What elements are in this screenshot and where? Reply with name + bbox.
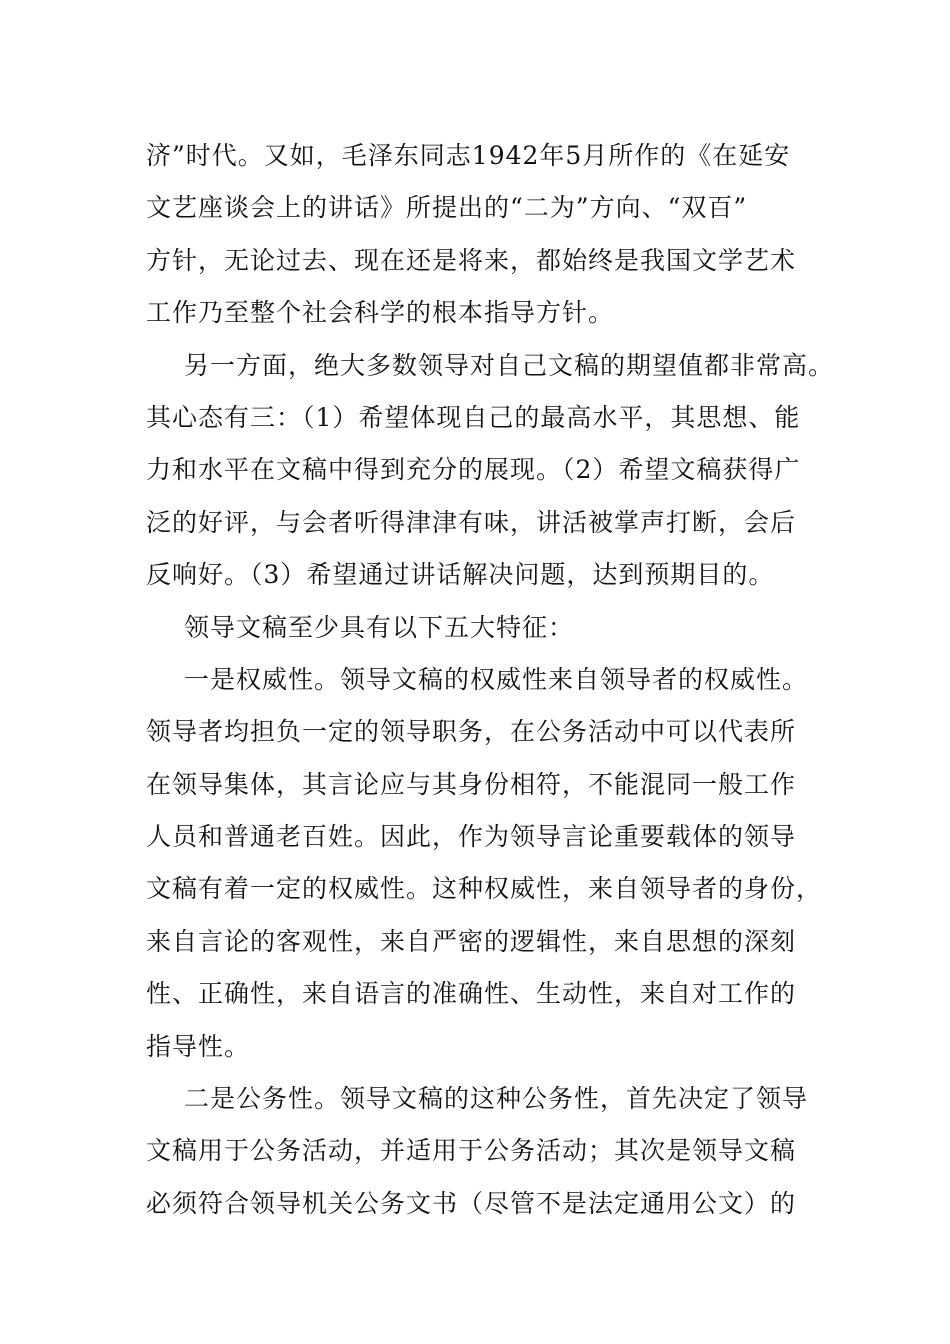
text-line: 文稿用于公务活动，并适用于公务活动；其次是领导文稿 bbox=[146, 1136, 797, 1166]
text-line: 反响好。（3）希望通过讲话解决问题，达到预期目的。 bbox=[146, 560, 775, 590]
text-line: 来自言论的客观性，来自严密的逻辑性，来自思想的深刻 bbox=[146, 926, 797, 956]
text-line: 文艺座谈会上的讲话》所提出的“二为”方向、“双百” bbox=[146, 193, 748, 223]
document-body bbox=[146, 130, 835, 1230]
paragraph-start-line: 另一方面，绝大多数领导对自己文稿的期望值都非常高。 bbox=[184, 350, 835, 380]
text-line: 泛的好评，与会者听得津津有味，讲活被掌声打断，会后 bbox=[146, 507, 797, 537]
paragraph-start-line: 一是权威性。领导文稿的权威性来自领导者的权威性。 bbox=[184, 664, 809, 694]
text-line: 方针，无论过去、现在还是将来，都始终是我国文学艺术 bbox=[146, 245, 797, 275]
text-line: 在领导集体，其言论应与其身份相符，不能混同一般工作 bbox=[146, 769, 797, 799]
text-line: 必须符合领导机关公务文书（尽管不是法定通用公文）的 bbox=[146, 1188, 797, 1218]
paragraph-start-line: 二是公务性。领导文稿的这种公务性，首先决定了领导 bbox=[184, 1084, 809, 1114]
text-line: 工作乃至整个社会科学的根本指导方针。 bbox=[146, 298, 615, 328]
paragraph-start-line: 领导文稿至少具有以下五大特征： bbox=[184, 612, 575, 642]
text-line: 其心态有三：（1）希望体现自己的最高水平，其思想、能 bbox=[146, 402, 801, 432]
text-line: 性、正确性，来自语言的准确性、生动性，来自对工作的 bbox=[146, 979, 797, 1009]
text-line: 济”时代。又如，毛泽东同志1942年5月所作的《在延安 bbox=[146, 141, 791, 170]
text-line: 力和水平在文稿中得到充分的展现。（2）希望文稿获得广 bbox=[146, 455, 801, 485]
text-line: 人员和普通老百姓。因此，作为领导言论重要载体的领导 bbox=[146, 822, 797, 852]
text-line: 指导性。 bbox=[146, 1031, 251, 1061]
text-line: 领导者均担负一定的领导职务，在公务活动中可以代表所 bbox=[146, 717, 797, 747]
text-line: 文稿有着一定的权威性。这种权威性，来自领导者的身份， bbox=[146, 874, 823, 904]
